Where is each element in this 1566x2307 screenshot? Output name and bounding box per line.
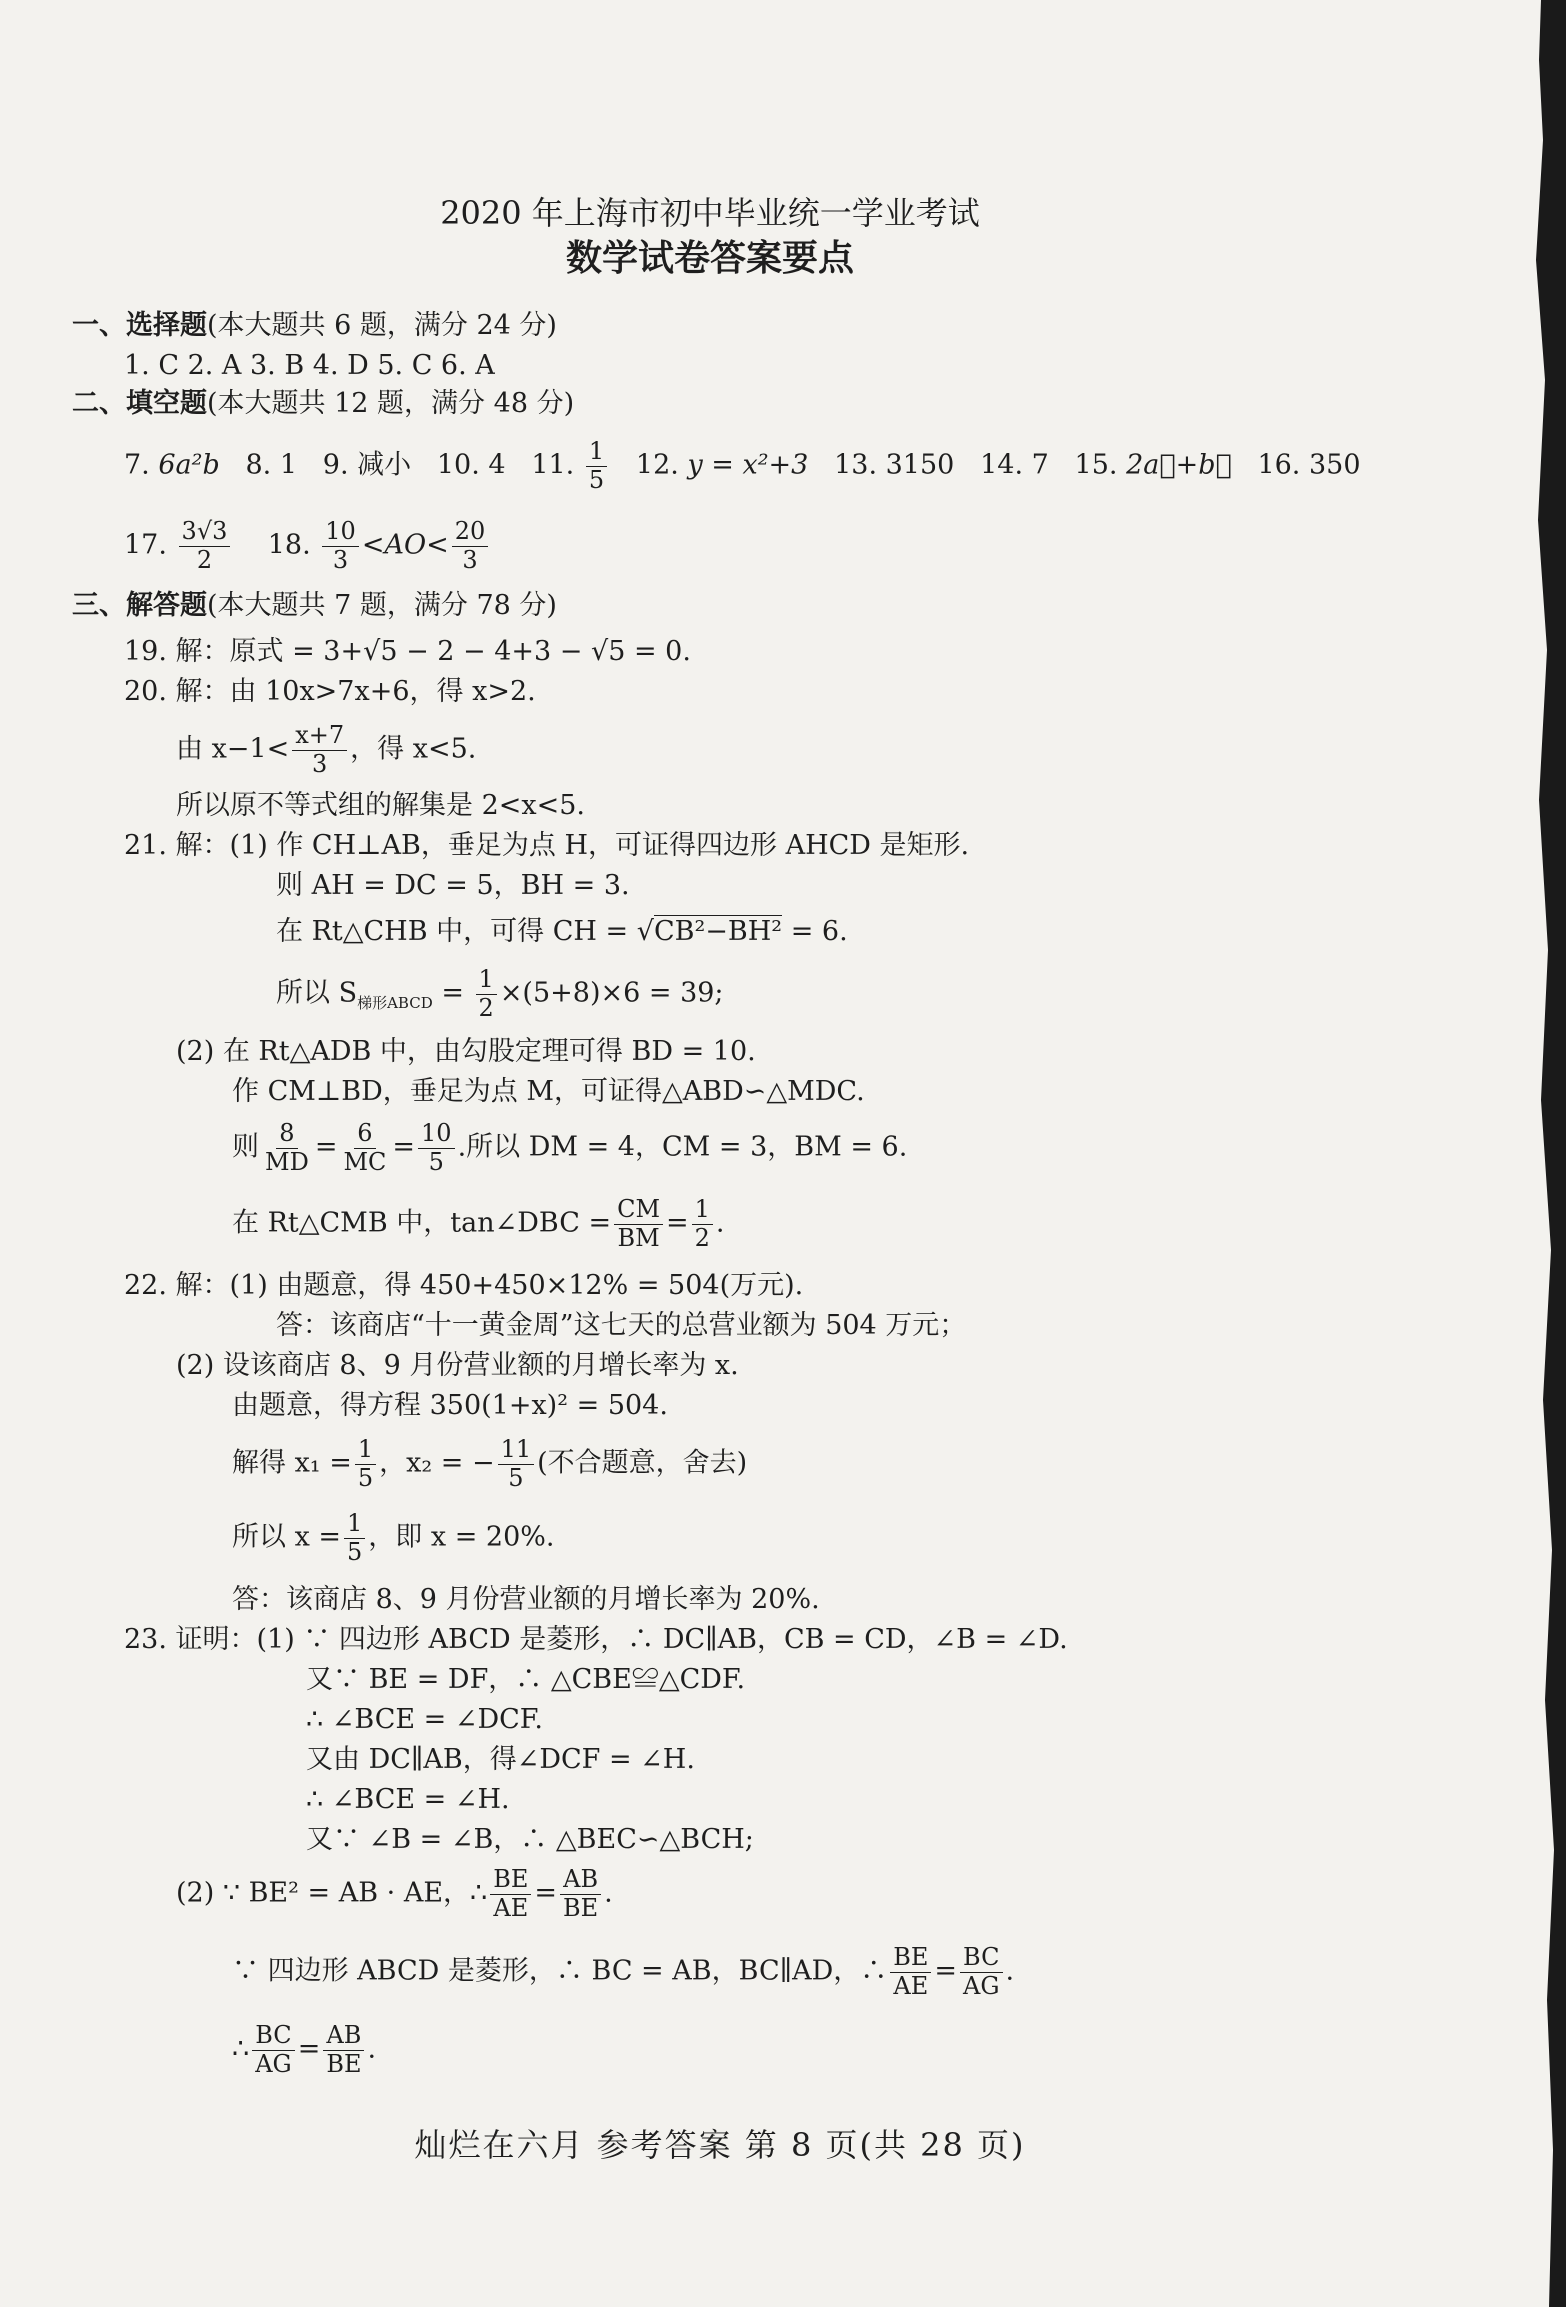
q23-line-8: ∵ 四边形 ABCD 是菱形，∴ BC = AB，BC∥AD，∴ $\frac{BE}{AE}$ = $\frac{BC}{AG}$ . — [232, 1943, 1015, 2000]
answer-16: 16. 350 — [1257, 449, 1361, 481]
section-2-header — [72, 388, 574, 420]
q22-line-5: 解得 x₁ = $\frac{1}{5}$ ，x₂ = − $\frac{11}{5}$ (不合题意，舍去) — [232, 1435, 748, 1492]
answer-15: 15. — [1074, 449, 1118, 481]
section-1-header — [72, 310, 557, 342]
q22-line-3: (2) 设该商店 8、9 月份营业额的月增长率为 x. — [176, 1350, 739, 1381]
fraction: $\frac{1}{5}$ — [586, 438, 607, 494]
q22-line-7: 答：该商店 8、9 月份营业额的月增长率为 20%. — [232, 1584, 820, 1615]
section-heading: 三、解答题 — [72, 590, 207, 621]
q22-line-6: 所以 x = $\frac{1}{5}$ ，即 x = 20%. — [232, 1509, 555, 1566]
fraction: $\frac{1}{2}$ — [692, 1196, 713, 1252]
q23-line-9: ∴ $\frac{BC}{AG}$ = $\frac{AB}{BE}$ . — [232, 2021, 377, 2078]
fraction: $\frac{CM}{BM}$ — [614, 1196, 663, 1252]
fraction: $\frac{1}{5}$ — [344, 1510, 365, 1566]
q23-line-5: ∴ ∠BCE = ∠H. — [306, 1784, 510, 1815]
answer-12: 12. — [635, 449, 679, 481]
fraction: $\frac{11}{5}$ — [498, 1436, 535, 1492]
fraction: $\frac{1}{2}$ — [476, 966, 497, 1022]
fraction: $\frac{3√3}{2}$ — [179, 518, 231, 574]
fraction: $\frac{BC}{AG}$ — [252, 2022, 295, 2078]
answer-18-expr: <AO< — [361, 529, 449, 561]
answer-9: 9. 减小 — [322, 449, 412, 481]
q21-line-4: 所以 $S_{梯形ABCD}$ = $\frac{1}{2}$ ×(5+8)×6 = 39; — [276, 965, 724, 1022]
q23-line-6: 又∵ ∠B = ∠B，∴ △BEC∽△BCH; — [306, 1824, 754, 1855]
fraction: $\frac{8}{MD}$ — [265, 1119, 309, 1176]
q20-line-2: 由 x−1< $\frac{x+7}{3}$ ，得 x<5. — [176, 721, 477, 778]
fraction: $\frac{AB}{BE}$ — [323, 2022, 364, 2078]
answer-12-expr: y = x²+3 — [687, 449, 809, 481]
page-footer: 灿烂在六月 参考答案 第 8 页(共 28 页) — [414, 2126, 1026, 2164]
exam-title: 2020 年上海市初中毕业统一学业考试 — [440, 194, 980, 232]
q21-line-2: 则 AH = DC = 5，BH = 3. — [276, 870, 630, 901]
q20-line-1: 20. 解：由 10x>7x+6，得 x>2. — [124, 676, 536, 707]
fraction: $\frac{6}{MC}$ — [343, 1119, 387, 1176]
q23-line-2: 又∵ BE = DF，∴ △CBE≌△CDF. — [306, 1664, 746, 1695]
section-heading: 一、选择题 — [72, 310, 207, 341]
answer-13: 13. 3150 — [834, 449, 955, 481]
fill-answers-row-2 — [124, 518, 491, 574]
answer-7-expr: 6a²b — [158, 449, 220, 481]
fraction: $\frac{x+7}{3}$ — [292, 722, 347, 778]
exam-subtitle: 数学试卷答案要点 — [565, 238, 854, 279]
answer-15-expr: 2a⃗+b⃗ — [1126, 449, 1232, 481]
answer-14: 14. 7 — [980, 449, 1049, 481]
answer-18: 18. — [267, 529, 311, 561]
answer-7: 7. — [124, 449, 150, 481]
q23-line-1: 23. 证明：(1) ∵ 四边形 ABCD 是菱形，∴ DC∥AB，CB = CD，∠B = ∠D. — [124, 1624, 1068, 1655]
q21-line-3: 在 Rt△CHB 中，可得 CH = √CB²−BH² = 6. — [276, 916, 848, 947]
q21-line-5: (2) 在 Rt△ADB 中，由勾股定理可得 BD = 10. — [176, 1036, 756, 1067]
answer-17: 17. — [124, 529, 167, 561]
choice-answers: 1. C 2. A 3. B 4. D 5. C 6. A — [124, 350, 495, 381]
q22-line-2: 答：该商店“十一黄金周”这七天的总营业额为 504 万元； — [276, 1310, 967, 1341]
q21-line-1: 21. 解：(1) 作 CH⊥AB，垂足为点 H，可证得四边形 AHCD 是矩形. — [124, 830, 970, 861]
fraction: $\frac{1}{5}$ — [355, 1436, 376, 1492]
q21-line-8: 在 Rt△CMB 中，tan∠DBC = $\frac{CM}{BM}$ = $\frac{1}{2}$ . — [232, 1195, 725, 1252]
section-note: (本大题共 7 题，满分 78 分) — [207, 590, 557, 621]
q23-line-7: (2) ∵ BE² = AB · AE，∴ $\frac{BE}{AE}$ = $\frac{AB}{BE}$ . — [176, 1865, 613, 1922]
fraction: $\frac{BE}{AE}$ — [490, 1866, 531, 1922]
q21-line-7: 则 $\frac{8}{MD}$ = $\frac{6}{MC}$ = $\frac{10}{5}$ .所以 DM = 4，CM = 3，BM = 6. — [232, 1119, 908, 1176]
fill-answers-row-1 — [124, 438, 1361, 494]
torn-page-edge — [1481, 0, 1566, 2307]
fraction: $\frac{BC}{AG}$ — [960, 1944, 1003, 2000]
fraction: $\frac{BE}{AE}$ — [890, 1944, 931, 2000]
q22-line-1: 22. 解：(1) 由题意，得 450+450×12% = 504(万元). — [124, 1270, 804, 1301]
section-heading: 二、填空题 — [72, 388, 207, 419]
fraction: $\frac{10}{5}$ — [418, 1120, 455, 1176]
answer-10: 10. 4 — [436, 449, 506, 481]
section-note: (本大题共 6 题，满分 24 分) — [207, 310, 557, 341]
section-3-header — [72, 590, 557, 622]
answer-8: 8. 1 — [245, 449, 298, 481]
q22-line-4: 由题意，得方程 350(1+x)² = 504. — [232, 1390, 668, 1421]
q19-solution: 19. 解：原式 = 3+√5 − 2 − 4+3 − √5 = 0. — [124, 636, 691, 667]
fraction: $\frac{AB}{BE}$ — [560, 1866, 601, 1922]
answer-11: 11. — [531, 449, 575, 481]
q23-line-3: ∴ ∠BCE = ∠DCF. — [306, 1704, 543, 1735]
q23-line-4: 又由 DC∥AB，得∠DCF = ∠H. — [306, 1744, 695, 1775]
q21-line-6: 作 CM⊥BD，垂足为点 M，可证得△ABD∽△MDC. — [232, 1076, 865, 1107]
fraction: $\frac{10}{3}$ — [322, 518, 359, 574]
q20-line-3: 所以原不等式组的解集是 2<x<5. — [176, 790, 585, 821]
section-note: (本大题共 12 题，满分 48 分) — [207, 388, 575, 419]
fraction: $\frac{20}{3}$ — [452, 518, 489, 574]
